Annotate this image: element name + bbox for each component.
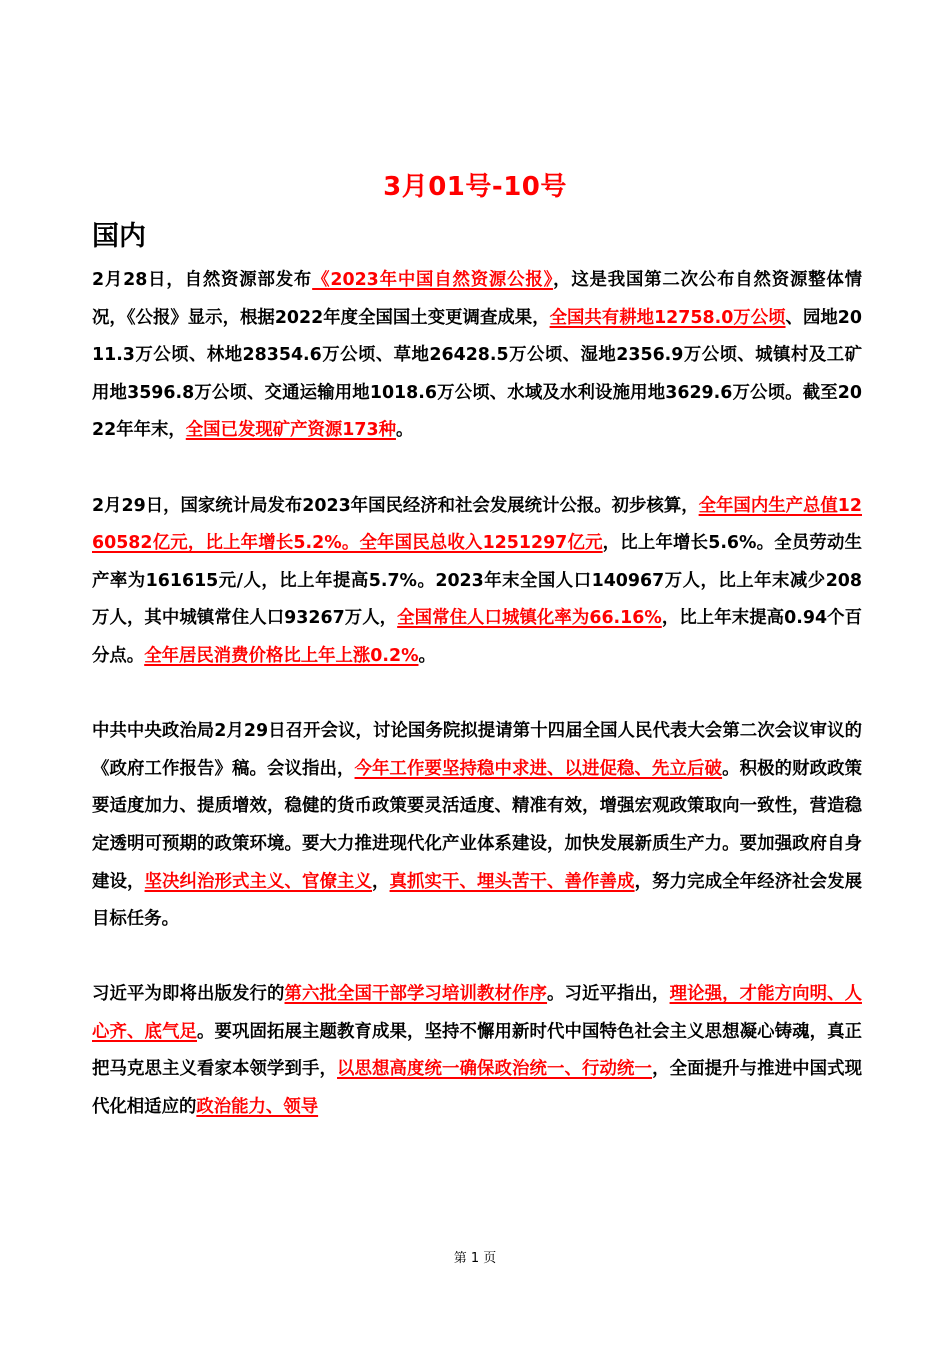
body-text: ，	[372, 871, 390, 892]
body-text: 。	[395, 420, 414, 441]
body-text: 。习近平指出，	[547, 984, 670, 1005]
highlight-text: 政治能力、领导	[196, 1097, 319, 1118]
highlight-text: 全国已发现矿产资源173种	[185, 420, 396, 441]
page-title: 3月01号-10号	[383, 172, 567, 202]
body-text: ，比上年末提高0.94个百分点。	[92, 608, 862, 666]
body-text: ，努力完成全年经济社会发展目标任务。	[92, 871, 862, 930]
paragraph	[92, 262, 862, 450]
highlight-text: 全国共有耕地12758.0万公顷	[549, 307, 786, 328]
body-text: 2月28日，自然资源部发布	[92, 270, 313, 290]
body-text: 2月29日，国家统计局发布2023年国民经济和社会发展统计公报。初步核算，	[92, 495, 699, 516]
highlight-text: 理论强，才能方向明、人心齐、底气足	[92, 984, 862, 1042]
body-text: 习近平为即将出版发行的	[92, 984, 285, 1005]
highlight-text: 第六批全国干部学习培训教材作序	[284, 984, 548, 1005]
page-number: 第 1 页	[453, 1251, 497, 1266]
body-text: 。	[418, 645, 436, 666]
paragraph	[92, 976, 862, 1126]
paragraph	[92, 488, 862, 676]
body-text: ，全面提升与推进中国式现代化相适应的	[92, 1059, 862, 1118]
highlight-text: 全国常住人口城镇化率为66.16%	[397, 608, 662, 629]
body-text: 。要巩固拓展主题教育成果，坚持不懈用新时代中国特色社会主义思想凝心铸魂，真正把马克思主义看家本领学到手，	[92, 1021, 862, 1080]
highlight-text: 今年工作要坚持稳中求进、以进促稳、先立后破	[354, 758, 723, 779]
paragraph	[92, 713, 862, 939]
document-body	[92, 262, 862, 1127]
highlight-text: 《2023年中国自然资源公报》	[312, 270, 554, 290]
body-text: ，比上年增长5.6%。全员劳动生产率为161615元/人，比上年提高5.7%。2023年末全国人口140967万人，比上年末减少208万人，其中城镇常住人口93267万人，	[92, 533, 862, 629]
body-text: 中共中央政治局2月29日召开会议，讨论国务院拟提请第十四届全国人民代表大会第二次会议审议的《政府工作报告》稿。会议指出，	[92, 721, 862, 779]
body-text: 。积极的财政政策要适度加力、提质增效，稳健的货币政策要灵活适度、精准有效，增强宏观政策取向一致性，营造稳定透明可预期的政策环境。要大力推进现代化产业体系建设，加快发展新质生产力。要加强政府自身建设，	[92, 758, 862, 892]
body-text: 、园地2011.3万公顷、林地28354.6万公顷、草地26428.5万公顷、湿地2356.9万公顷、城镇村及工矿用地3596.8万公顷、交通运输用地1018.6万公顷、水域及水利设施用地3629.6万公顷。截至2022年年末，	[92, 307, 862, 441]
highlight-text: 以思想高度统一确保政治统一、行动统一	[337, 1059, 653, 1080]
highlight-text: 真抓实干、埋头苦干、善作善成	[389, 871, 635, 892]
highlight-text: 全年国内生产总值1260582亿元，比上年增长5.2%。全年国民总收入1251297亿元	[92, 495, 862, 554]
highlight-text: 坚决纠治形式主义、官僚主义	[144, 871, 373, 892]
body-text: ，这是我国第二次公布自然资源整体情况，《公报》显示，根据2022年度全国国土变更调查成果，	[92, 270, 862, 328]
section-heading: 国内	[92, 221, 146, 252]
highlight-text: 全年居民消费价格比上年上涨0.2%	[144, 645, 419, 666]
